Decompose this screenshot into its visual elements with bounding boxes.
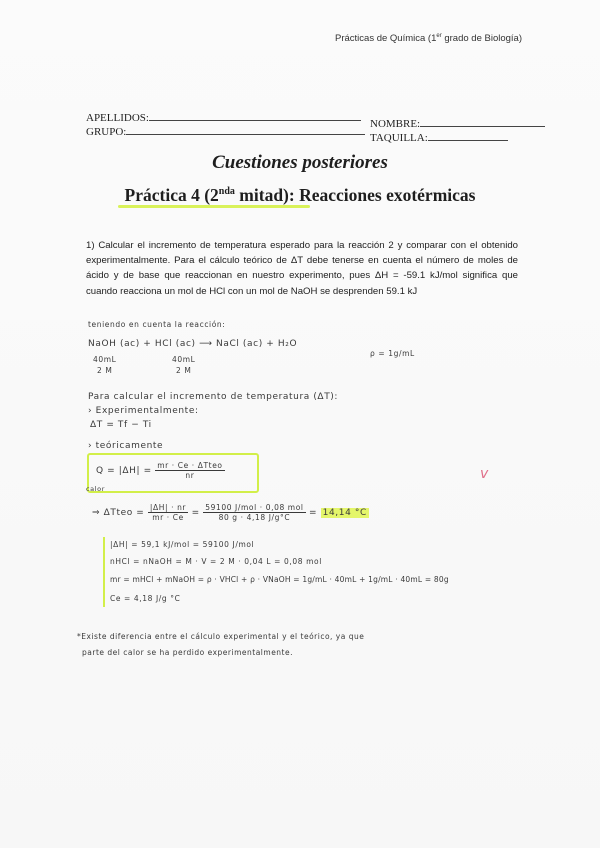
hw-para: Para calcular el incremento de temperatura (ΔT): bbox=[88, 392, 339, 402]
main-title: Cuestiones posteriores bbox=[212, 152, 388, 173]
hw-exp-eq: ΔT = Tf − Ti bbox=[90, 420, 152, 430]
hw-line-dh: |ΔH| = 59,1 kJ/mol = 59100 J/mol bbox=[110, 540, 255, 549]
practice-title: Práctica 4 ($2^{nda}$ mitad): Reacciones exotérmicas bbox=[124, 185, 476, 205]
hw-note-1: *Existe diferencia entre el cálculo experimental y el teórico, ya que bbox=[77, 632, 365, 641]
hw-vol-hcl: 40mL bbox=[172, 355, 196, 364]
hw-line-moles: nHCl = nNaOH = M · V = 2 M · 0,04 L = 0,08 mol bbox=[110, 557, 322, 566]
field-taquilla: TAQUILLA: bbox=[370, 131, 508, 144]
hw-note-2: parte del calor se ha perdido experimentalmente. bbox=[82, 648, 293, 657]
question-text: 1) Calcular el incremento de temperatura esperado para la reacción 2 y comparar con el obtenido experimentalmente. Para el cálculo teórico de ΔT debe tenerse en cuenta el número de moles de ácido y de base que reaccionan en nuestro experimento, pues ΔH = -59.1 kJ/mol significa que cuando reacciona un mol de HCl con un mol de NaOH se desprenden 59.1 kJ bbox=[86, 240, 518, 297]
check-mark: v bbox=[480, 466, 489, 482]
hw-dt-eq: ⇒ ΔTteo = $\frac{|\Delta H| \cdot nr}{mr \cdot Ce}$ = $\frac{\text{59100 J/mol · 0,08 mol}}{80 g \cdot 4,18 J/g^\circ C}$ = 14,14 °C bbox=[92, 503, 367, 522]
hw-intro: teniendo en cuenta la reacción: bbox=[88, 320, 226, 329]
hw-q-eq: Q = |ΔH| = $\frac{\text{mr · Ce · ΔTteo}}{nr}$ bbox=[96, 461, 223, 480]
hw-line-mass: mr = mHCl + mNaOH = ρ · VHCl + ρ · VNaOH = 1g/mL · 40mL + 1g/mL · 40mL = 80g bbox=[110, 575, 449, 584]
field-nombre: NOMBRE: bbox=[370, 117, 545, 130]
field-apellidos: APELLIDOS: bbox=[86, 111, 361, 124]
course-header: Prácticas de Química (1er grado de Biología) bbox=[335, 33, 522, 45]
result-highlight: 14,14 °C bbox=[322, 508, 367, 518]
hw-conc-hcl: 2 M bbox=[176, 366, 192, 375]
hw-line-ce: Ce = 4,18 J/g °C bbox=[110, 594, 181, 603]
hw-reaction: NaOH (ac) + HCl (ac) ⟶ NaCl (ac) + H₂O bbox=[88, 339, 298, 349]
title-highlight bbox=[118, 205, 310, 208]
hw-experimental: › Experimentalmente: bbox=[88, 406, 199, 416]
hw-conc-naoh: 2 M bbox=[97, 366, 113, 375]
field-grupo: GRUPO: bbox=[86, 125, 365, 138]
hw-teorico: › teóricamente bbox=[88, 441, 164, 451]
hw-density: ρ = 1g/mL bbox=[370, 349, 415, 358]
hw-vol-naoh: 40mL bbox=[93, 355, 117, 364]
data-bracket bbox=[103, 537, 105, 607]
hw-calor: calor bbox=[86, 485, 106, 493]
